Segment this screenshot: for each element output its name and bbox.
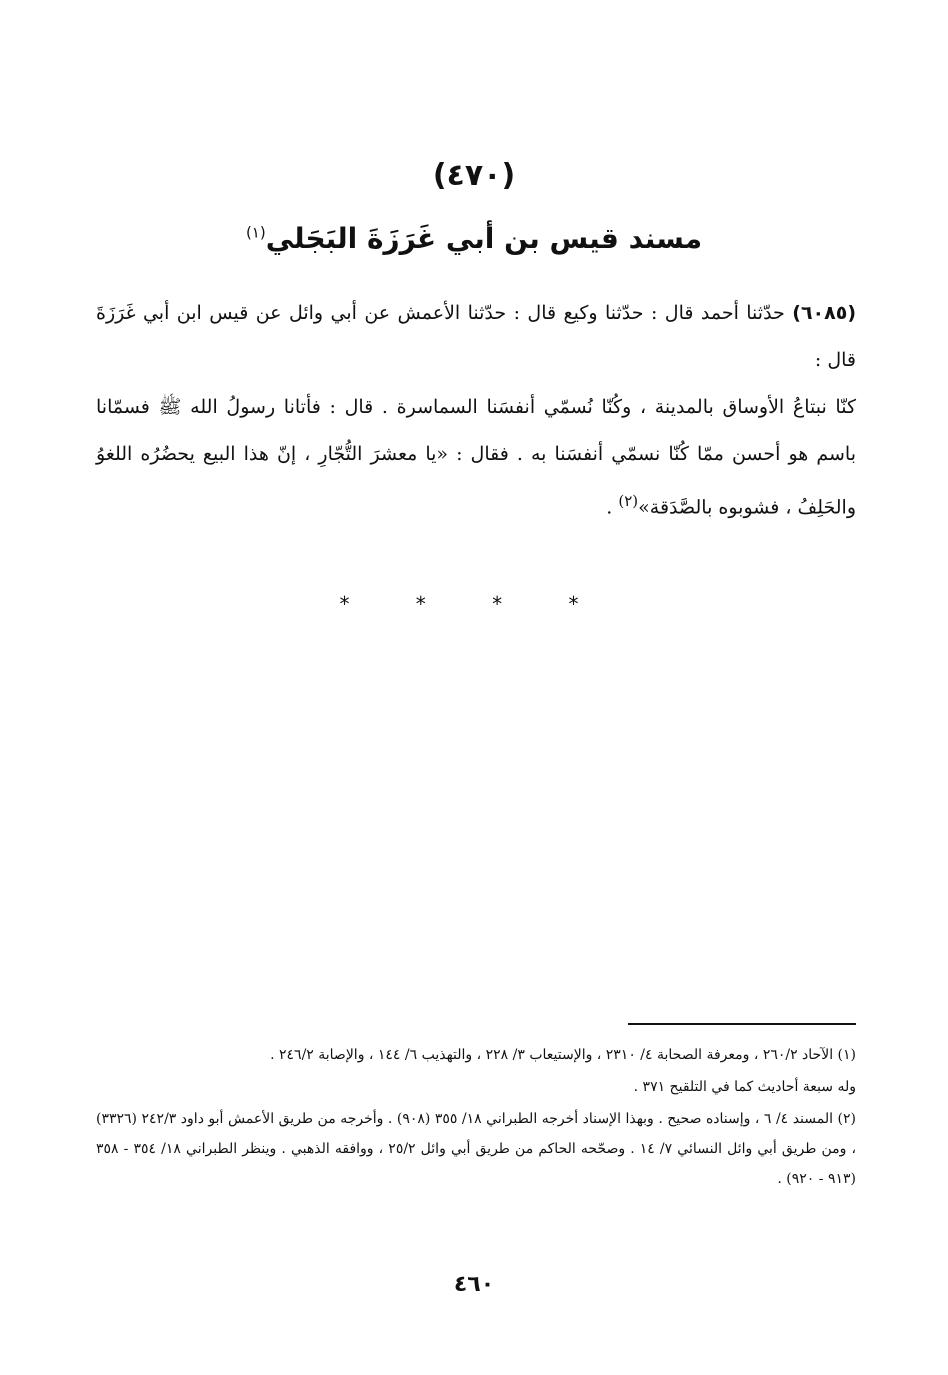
matn-end: . bbox=[606, 496, 619, 519]
hadith-matn bbox=[96, 384, 856, 531]
isnad-text: حدّثنا أحمد قال : حدّثنا وكيع قال : حدّثنا الأعمش عن أبي وائل عن قيس ابن أبي غَرَزَةَ قال : bbox=[96, 302, 856, 371]
footnote-1-extra: وله سبعة أحاديث كما في التلقيح ٣٧١ . bbox=[633, 1079, 856, 1095]
footnote-ref-1: (١) bbox=[245, 223, 266, 242]
footnote-divider bbox=[628, 1023, 856, 1025]
section-separator: * * * * bbox=[339, 592, 609, 616]
section-number: (٤٧٠) bbox=[432, 158, 516, 193]
footnotes bbox=[96, 1040, 856, 1196]
section-title bbox=[0, 222, 948, 255]
hadith-isnad bbox=[96, 290, 856, 384]
matn-text: كنّا نبتاعُ الأوساق بالمدينة ، وكُنّا نُسمّي أنفسَنا السماسرة . قال : فأتانا رسولُ الله ﷺ فسمّانا باسم هو أحسن ممّا كُنّا نسمّي أنفسَنا به . فقال : «يا معشرَ التُّجّارِ ، إنّ هذا البيع يحضُرُه اللغوُ والحَلِفُ ، فشوبوه بالصَّدَقة» bbox=[96, 396, 856, 519]
hadith-number: (٦٠٨٥) bbox=[792, 302, 857, 324]
footnote-1: (١) الآحاد ٢٦٠/٢ ، ومعرفة الصحابة ٤/ ٢٣١٠ ، والإستيعاب ٣/ ٢٢٨ ، والتهذيب ٦/ ١٤٤ ، والإصابة ٢٤٦/٢ . bbox=[270, 1047, 856, 1063]
section-title-text: مسند قيس بن أبي غَرَزَةَ البَجَلي bbox=[265, 222, 703, 255]
footnote-2: (٢) المسند ٤/ ٦ ، وإسناده صحيح . وبهذا الإسناد أخرجه الطبراني ١٨/ ٣٥٥ (٩٠٨) . وأخرجه من طريق الأعمش أبو داود ٢٤٢/٣ (٣٣٢٦) ، ومن طريق أبي وائل النسائي ٧/ ١٤ . وصحّحه الحاكم من طريق أبي وائل ٢٥/٢ ، ووافقه الذهبي . وينظر الطبراني ١٨/ ٣٥٤ - ٣٥٨ (٩١٣ - ٩٢٠) . bbox=[96, 1111, 856, 1187]
page-number: ٤٦٠ bbox=[453, 1272, 495, 1297]
footnote-ref-2: (٢) bbox=[618, 492, 639, 510]
